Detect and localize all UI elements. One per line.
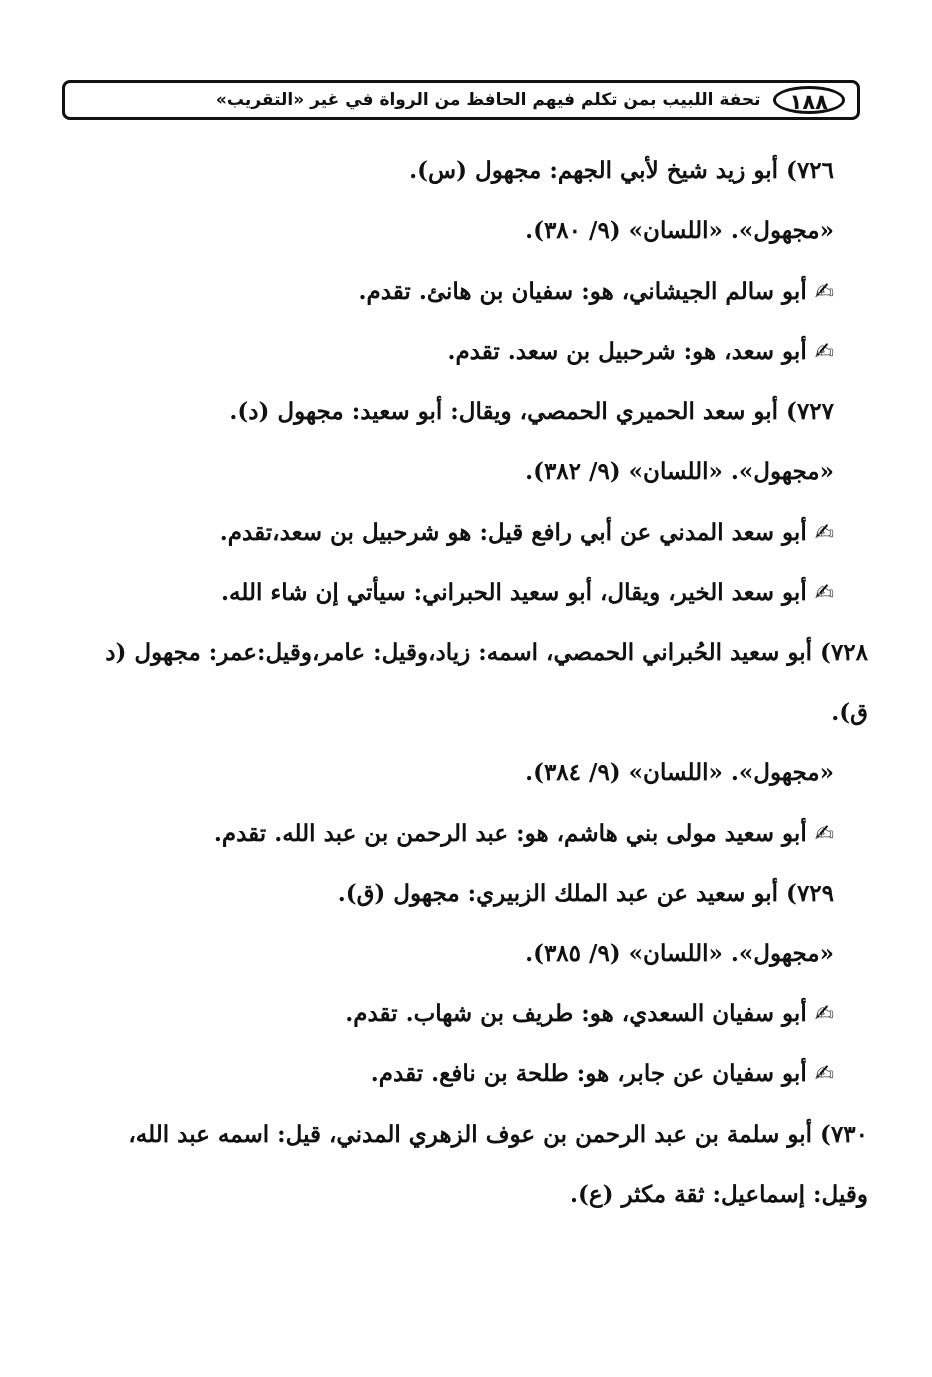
source-line: «مجهول». «اللسان» (٩/ ٣٨٠).	[525, 217, 834, 244]
entry-728: ٧٢٨) أبو سعيد الحُبراني الحمصي، اسمه: زياد،وقيل: عامر،وقيل:عمر: مجهول (د	[105, 639, 868, 666]
source-line: «مجهول». «اللسان» (٩/ ٣٨٥).	[525, 940, 834, 967]
source-line: «مجهول». «اللسان» (٩/ ٣٨٤).	[525, 759, 834, 786]
pen-icon: ✍	[814, 1001, 834, 1027]
entry-730: ٧٣٠) أبو سلمة بن عبد الرحمن بن عوف الزهري المدني، قيل: اسمه عبد الله،	[128, 1121, 868, 1148]
cross-reference-note: ✍أبو سفيان السعدي، هو: طريف بن شهاب. تقدم.	[345, 998, 834, 1030]
entry-727: ٧٢٧) أبو سعد الحميري الحمصي، ويقال: أبو سعيد: مجهول (د).	[229, 398, 834, 425]
pen-icon: ✍	[814, 580, 834, 606]
pen-icon: ✍	[814, 520, 834, 546]
cross-reference-note: ✍أبو سفيان عن جابر، هو: طلحة بن نافع. تقدم.	[371, 1058, 834, 1090]
source-line: «مجهول». «اللسان» (٩/ ٣٨٢).	[525, 458, 834, 485]
cross-reference-note: ✍أبو سعد المدني عن أبي رافع قيل: هو شرحبيل بن سعد،تقدم.	[220, 517, 834, 549]
entry-726: ٧٢٦) أبو زيد شيخ لأبي الجهم: مجهول (س).	[409, 157, 834, 184]
entry-730-continued: وقيل: إسماعيل: ثقة مكثر (ع).	[569, 1181, 868, 1208]
cross-reference-note: ✍أبو سالم الجيشاني، هو: سفيان بن هانئ. تقدم.	[358, 276, 834, 308]
pen-icon: ✍	[814, 339, 834, 365]
entry-729: ٧٢٩) أبو سعيد عن عبد الملك الزبيري: مجهول (ق).	[337, 880, 834, 907]
pen-icon: ✍	[814, 279, 834, 305]
cross-reference-note: ✍أبو سعد، هو: شرحبيل بن سعد. تقدم.	[447, 336, 834, 368]
page-number: ١٨٨	[773, 86, 845, 114]
cross-reference-note: ✍أبو سعيد مولى بني هاشم، هو: عبد الرحمن بن عبد الله. تقدم.	[214, 818, 834, 850]
running-title: تحفة اللبيب بمن تكلم فيهم الحافظ من الرواة في غير «التقريب»	[215, 90, 761, 110]
pen-icon: ✍	[814, 821, 834, 847]
entry-728-continued: ق).	[831, 699, 868, 726]
cross-reference-note: ✍أبو سعد الخير، ويقال، أبو سعيد الحبراني: سيأتي إن شاء الله.	[221, 577, 834, 609]
pen-icon: ✍	[814, 1061, 834, 1087]
